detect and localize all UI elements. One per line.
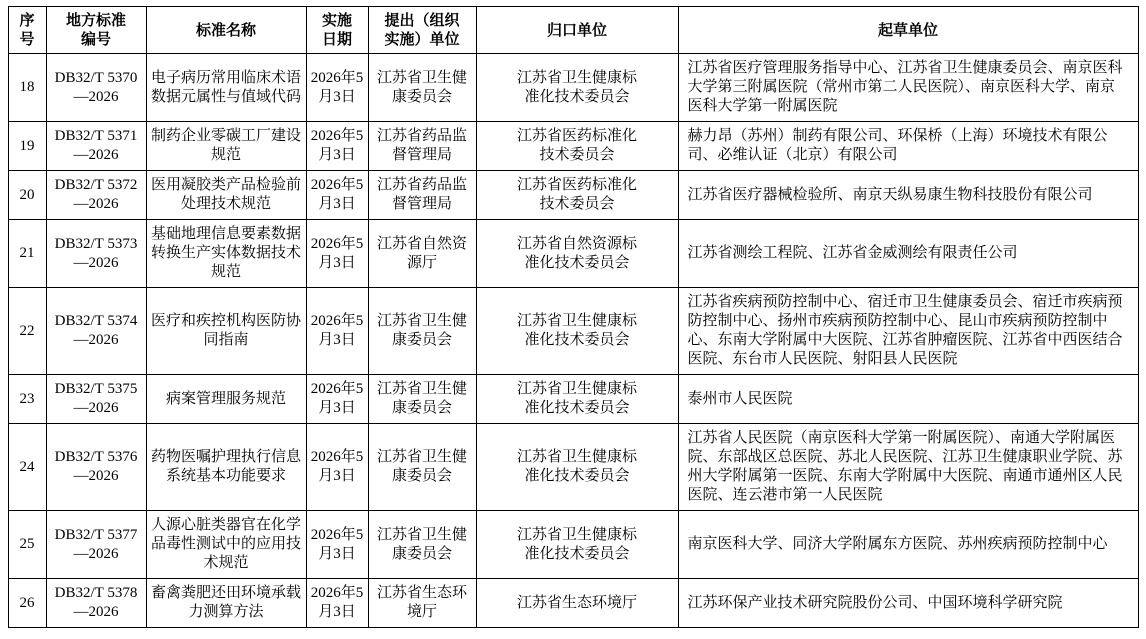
proposer-unit-cell [368, 375, 476, 424]
implementation-date-text: 2026年5月3日 [310, 235, 364, 271]
authority-unit-cell [476, 511, 678, 579]
serial-text: 24 [19, 458, 35, 475]
standard-code-cell [46, 375, 146, 424]
standard-code-text: DB32/T 5370—2026 [54, 69, 138, 105]
proposer-unit-text: 江苏省卫生健康委员会 [376, 381, 467, 416]
header-authority-unit-text: 归口单位 [546, 21, 607, 39]
standard-code-text: DB32/T 5375—2026 [54, 381, 138, 416]
drafting-unit-cell [678, 54, 1138, 122]
serial-text: 23 [19, 390, 35, 407]
authority-unit-cell [476, 171, 678, 220]
authority-unit-cell [476, 122, 678, 171]
authority-unit-text: 江苏省卫生健康标准化技术委员会 [516, 381, 637, 416]
drafting-unit-text: 江苏省疾病预防控制中心、宿迁市卫生健康委员会、宿迁市疾病预防控制中心、扬州市疾病预防控制中心、昆山市疾病预防控制中心、东南大学附属中大医院、江苏省肿瘤医院、江苏省中西医结合医院、东台市人民医院、射阳县人民医院 [687, 294, 1123, 367]
authority-unit-cell [476, 424, 678, 511]
header-drafting-unit [678, 7, 1138, 54]
serial-cell [8, 171, 46, 220]
standard-code-text: DB32/T 5371—2026 [54, 128, 138, 163]
authority-unit-cell [476, 220, 678, 288]
proposer-unit-text: 江苏省卫生健康委员会 [376, 526, 467, 562]
standard-name-text: 病案管理服务规范 [165, 390, 286, 407]
standard-name-cell [146, 220, 306, 288]
table-body [8, 54, 1138, 628]
drafting-unit-text: 南京医科大学、同济大学附属东方医院、苏州疾病预防控制中心 [687, 536, 1108, 552]
serial-text: 25 [19, 536, 35, 552]
drafting-unit-text: 泰州市人民医院 [687, 390, 793, 407]
header-standard-code-text: 地方标准编号 [65, 12, 126, 48]
implementation-date-cell [306, 122, 368, 171]
proposer-unit-cell [368, 171, 476, 220]
drafting-unit-text: 赫力昂（苏州）制药有限公司、环保桥（上海）环境技术有限公司、必维认证（北京）有限公司 [687, 128, 1108, 163]
standard-code-cell [46, 288, 146, 375]
standard-code-text: DB32/T 5372—2026 [54, 177, 138, 212]
table-row [8, 579, 1138, 628]
standard-name-cell [146, 375, 306, 424]
implementation-date-text: 2026年5月3日 [310, 313, 364, 348]
standard-code-text: DB32/T 5376—2026 [54, 449, 138, 484]
standard-code-cell [46, 424, 146, 511]
proposer-unit-cell [368, 122, 476, 171]
standard-name-cell [146, 288, 306, 375]
standard-code-cell [46, 220, 146, 288]
table-row [8, 122, 1138, 171]
implementation-date-text: 2026年5月3日 [310, 128, 364, 163]
serial-text: 20 [19, 186, 35, 203]
table-row [8, 424, 1138, 511]
proposer-unit-cell [368, 579, 476, 628]
implementation-date-cell [306, 375, 368, 424]
proposer-unit-text: 江苏省生态环境厅 [376, 585, 467, 620]
standard-code-cell [46, 579, 146, 628]
standard-name-cell [146, 122, 306, 171]
proposer-unit-text: 江苏省自然资源厅 [376, 235, 467, 271]
drafting-unit-cell [678, 511, 1138, 579]
drafting-unit-cell [678, 171, 1138, 220]
drafting-unit-text: 江苏省测绘工程院、江苏省金威测绘有限责任公司 [687, 245, 1018, 261]
proposer-unit-text: 江苏省药品监督管理局 [376, 128, 467, 163]
header-standard-name-text: 标准名称 [195, 21, 256, 39]
authority-unit-text: 江苏省卫生健康标准化技术委员会 [516, 526, 637, 562]
standard-name-text: 药物医嘱护理执行信息系统基本功能要求 [150, 449, 301, 484]
header-standard-name [146, 7, 306, 54]
implementation-date-cell [306, 424, 368, 511]
table-row [8, 220, 1138, 288]
standard-name-cell [146, 424, 306, 511]
implementation-date-text: 2026年5月3日 [310, 526, 364, 562]
authority-unit-text: 江苏省自然资源标准化技术委员会 [516, 235, 637, 271]
authority-unit-cell [476, 288, 678, 375]
standard-code-cell [46, 171, 146, 220]
header-serial-text: 序号 [19, 12, 35, 48]
implementation-date-cell [306, 171, 368, 220]
authority-unit-text: 江苏省卫生健康标准化技术委员会 [516, 313, 637, 348]
serial-text: 26 [19, 594, 35, 611]
proposer-unit-cell [368, 424, 476, 511]
standard-name-cell [146, 171, 306, 220]
serial-cell [8, 288, 46, 375]
proposer-unit-text: 江苏省卫生健康委员会 [376, 69, 467, 105]
table-header-row [8, 7, 1138, 54]
drafting-unit-cell [678, 375, 1138, 424]
serial-cell [8, 375, 46, 424]
serial-cell [8, 424, 46, 511]
standard-name-cell [146, 579, 306, 628]
standard-code-text: DB32/T 5377—2026 [54, 526, 138, 562]
drafting-unit-cell [678, 288, 1138, 375]
standard-name-text: 基础地理信息要素数据转换生产实体数据技术规范 [150, 226, 301, 280]
implementation-date-text: 2026年5月3日 [310, 381, 364, 416]
authority-unit-cell [476, 54, 678, 122]
drafting-unit-text: 江苏省医疗管理服务指导中心、江苏省卫生健康委员会、南京医科大学第三附属医院（常州市第二人民医院）、南京医科大学、南京医科大学第一附属医院 [687, 60, 1123, 114]
standard-name-text: 人源心脏类器官在化学品毒性测试中的应用技术规范 [150, 517, 301, 571]
standard-code-cell [46, 122, 146, 171]
header-standard-code [46, 7, 146, 54]
serial-cell [8, 54, 46, 122]
drafting-unit-text: 江苏省医疗器械检验所、南京天纵易康生物科技股份有限公司 [687, 186, 1093, 203]
implementation-date-cell [306, 288, 368, 375]
serial-cell [8, 220, 46, 288]
header-proposer-unit [368, 7, 476, 54]
standard-name-text: 电子病历常用临床术语数据元属性与值域代码 [150, 69, 301, 105]
drafting-unit-text: 江苏省人民医院（南京医科大学第一附属医院）、南通大学附属医院、东部战区总医院、苏北人民医院、江苏卫生健康职业学院、苏州大学附属第一医院、东南大学附属中大医院、南通市通州区人民医院、连云港市第一人民医院 [687, 430, 1123, 503]
drafting-unit-cell [678, 579, 1138, 628]
serial-text: 18 [19, 79, 35, 95]
standard-name-text: 制药企业零碳工厂建设规范 [150, 128, 301, 163]
implementation-date-cell [306, 54, 368, 122]
proposer-unit-text: 江苏省卫生健康委员会 [376, 449, 467, 484]
standard-code-text: DB32/T 5374—2026 [54, 313, 138, 348]
standard-name-text: 医疗和疾控机构医防协同指南 [150, 313, 301, 348]
drafting-unit-cell [678, 122, 1138, 171]
standard-code-text: DB32/T 5378—2026 [54, 585, 138, 620]
standard-code-text: DB32/T 5373—2026 [54, 235, 138, 271]
serial-text: 19 [19, 137, 35, 154]
header-implementation-date-text: 实施日期 [321, 12, 352, 48]
serial-cell [8, 579, 46, 628]
serial-text: 22 [19, 322, 35, 339]
proposer-unit-text: 江苏省药品监督管理局 [376, 177, 467, 212]
standard-code-cell [46, 511, 146, 579]
serial-cell [8, 122, 46, 171]
header-serial [8, 7, 46, 54]
implementation-date-cell [306, 511, 368, 579]
implementation-date-text: 2026年5月3日 [310, 449, 364, 484]
authority-unit-text: 江苏省卫生健康标准化技术委员会 [516, 69, 637, 105]
authority-unit-cell [476, 375, 678, 424]
implementation-date-text: 2026年5月3日 [310, 177, 364, 212]
implementation-date-text: 2026年5月3日 [310, 69, 364, 105]
implementation-date-cell [306, 220, 368, 288]
serial-text: 21 [19, 245, 35, 261]
implementation-date-cell [306, 579, 368, 628]
implementation-date-text: 2026年5月3日 [310, 585, 364, 620]
proposer-unit-cell [368, 511, 476, 579]
authority-unit-text: 江苏省生态环境厅 [516, 594, 637, 611]
authority-unit-text: 江苏省医药标准化技术委员会 [516, 177, 637, 212]
authority-unit-text: 江苏省医药标准化技术委员会 [516, 128, 637, 163]
drafting-unit-cell [678, 424, 1138, 511]
standard-name-cell [146, 54, 306, 122]
authority-unit-text: 江苏省卫生健康标准化技术委员会 [516, 449, 637, 484]
proposer-unit-cell [368, 220, 476, 288]
table-row [8, 511, 1138, 579]
standard-name-text: 畜禽粪肥还田环境承载力测算方法 [150, 585, 301, 620]
header-proposer-unit-text: 提出（组织实施）单位 [384, 12, 460, 48]
table-row [8, 288, 1138, 375]
proposer-unit-cell [368, 54, 476, 122]
serial-cell [8, 511, 46, 579]
header-authority-unit [476, 7, 678, 54]
drafting-unit-cell [678, 220, 1138, 288]
standard-name-text: 医用凝胶类产品检验前处理技术规范 [150, 177, 301, 212]
header-drafting-unit-text: 起草单位 [877, 21, 938, 39]
standard-code-cell [46, 54, 146, 122]
proposer-unit-cell [368, 288, 476, 375]
table-row [8, 54, 1138, 122]
table-row [8, 171, 1138, 220]
local-standards-table [8, 6, 1139, 628]
header-implementation-date [306, 7, 368, 54]
table-row [8, 375, 1138, 424]
standard-name-cell [146, 511, 306, 579]
drafting-unit-text: 江苏环保产业技术研究院股份公司、中国环境科学研究院 [687, 594, 1063, 611]
proposer-unit-text: 江苏省卫生健康委员会 [376, 313, 467, 348]
authority-unit-cell [476, 579, 678, 628]
